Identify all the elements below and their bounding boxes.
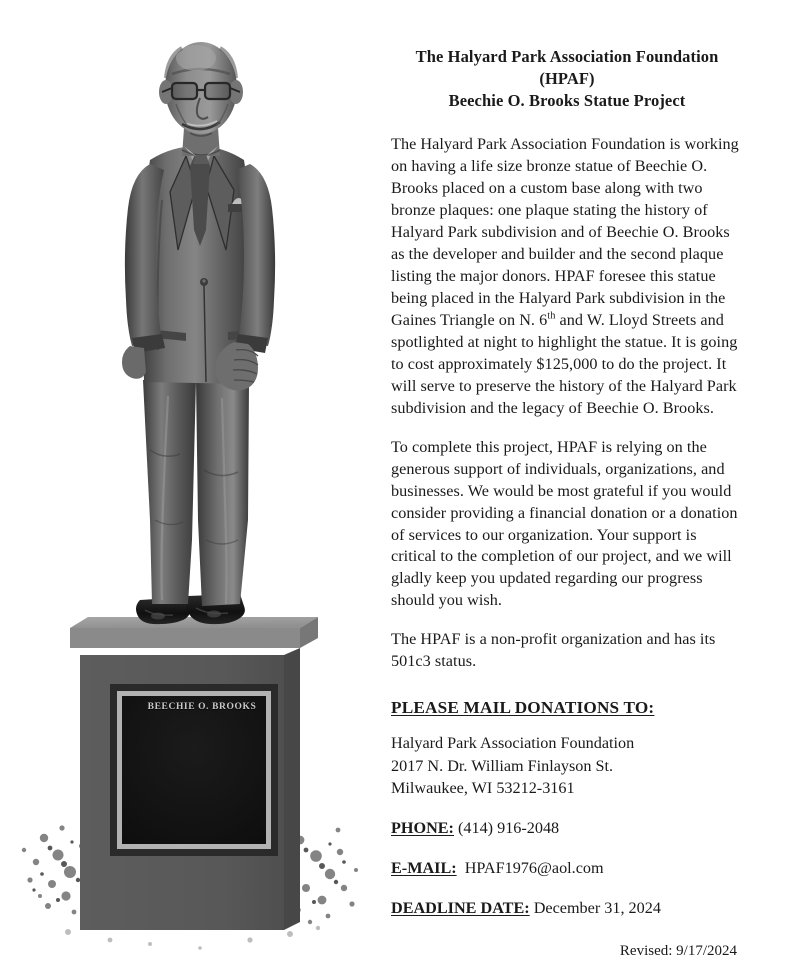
pedestal-plaque [110,684,278,856]
revised-date: Revised: 9/17/2024 [619,943,737,960]
flyer-text-column [391,0,743,974]
paragraph-1-part-a: The Halyard Park Association Foundation is working on having a life size bronze statue of Beechie O. Brooks placed on a custom base along with two bronze plaques: one plaque stating the history of Halyard Park subdivision and of Beechie O. Brooks as the developer and builder and the second plaque listing the major donors. HPAF foresee this statue being placed in the Halyard Park subdivision in the Gaines Triangle on N. 6 [391,135,739,329]
email-value[interactable]: HPAF1976@aol.com [464,859,604,878]
deadline-label: DEADLINE DATE: [391,899,530,918]
trousers [143,380,249,606]
statue-illustration [0,0,380,974]
phone-value[interactable]: (414) 916-2048 [458,819,560,838]
head [159,42,243,136]
address-line-city-state-zip: Milwaukee, WI 53212-3161 [391,778,575,797]
deadline-row [391,898,743,919]
email-row [391,858,743,879]
paragraph-support-request: To complete this project, HPAF is relying on the generous support of individuals, organizations, and businesses. We would be most grateful if you would consider providing a financial donation or a donation of services to our organization. Your support is critical to the completion of our project, and we will gladly keep you updated regarding our progress should you wish. [391,437,738,610]
title-line-3: Beechie O. Brooks Statue Project [448,90,686,110]
ordinal-suffix: th [547,310,556,322]
address-line-street: 2017 N. Dr. William Finlayson St. [391,756,614,775]
page-title [391,0,743,111]
statue-figure [122,42,275,624]
body-paragraphs [391,134,743,673]
email-label: E-MAIL: [391,859,457,878]
deadline-value: December 31, 2024 [533,899,661,918]
paragraph-nonprofit-status: The HPAF is a non-profit organization and has its 501c3 status. [391,630,716,671]
phone-label: PHONE: [391,819,454,838]
title-line-2: (HPAF) [539,68,595,88]
title-line-1: The Halyard Park Association Foundation [415,47,719,66]
plaque-text: BEECHIE O. BROOKS [147,702,257,712]
paragraph-project-description [391,134,743,419]
phone-row [391,818,743,839]
paragraph-1-part-b: and W. Lloyd Streets and spotlighted at night to highlight the statue. It is going to cost approximately $125,000 to do the project. It will serve to preserve the history of the Halyard Park subdivision and the legacy of Beechie O. Brooks. [391,310,738,417]
donations-heading: PLEASE MAIL DONATIONS TO: [391,698,655,718]
mailing-address [391,732,743,799]
address-line-organization: Halyard Park Association Foundation [391,734,635,753]
